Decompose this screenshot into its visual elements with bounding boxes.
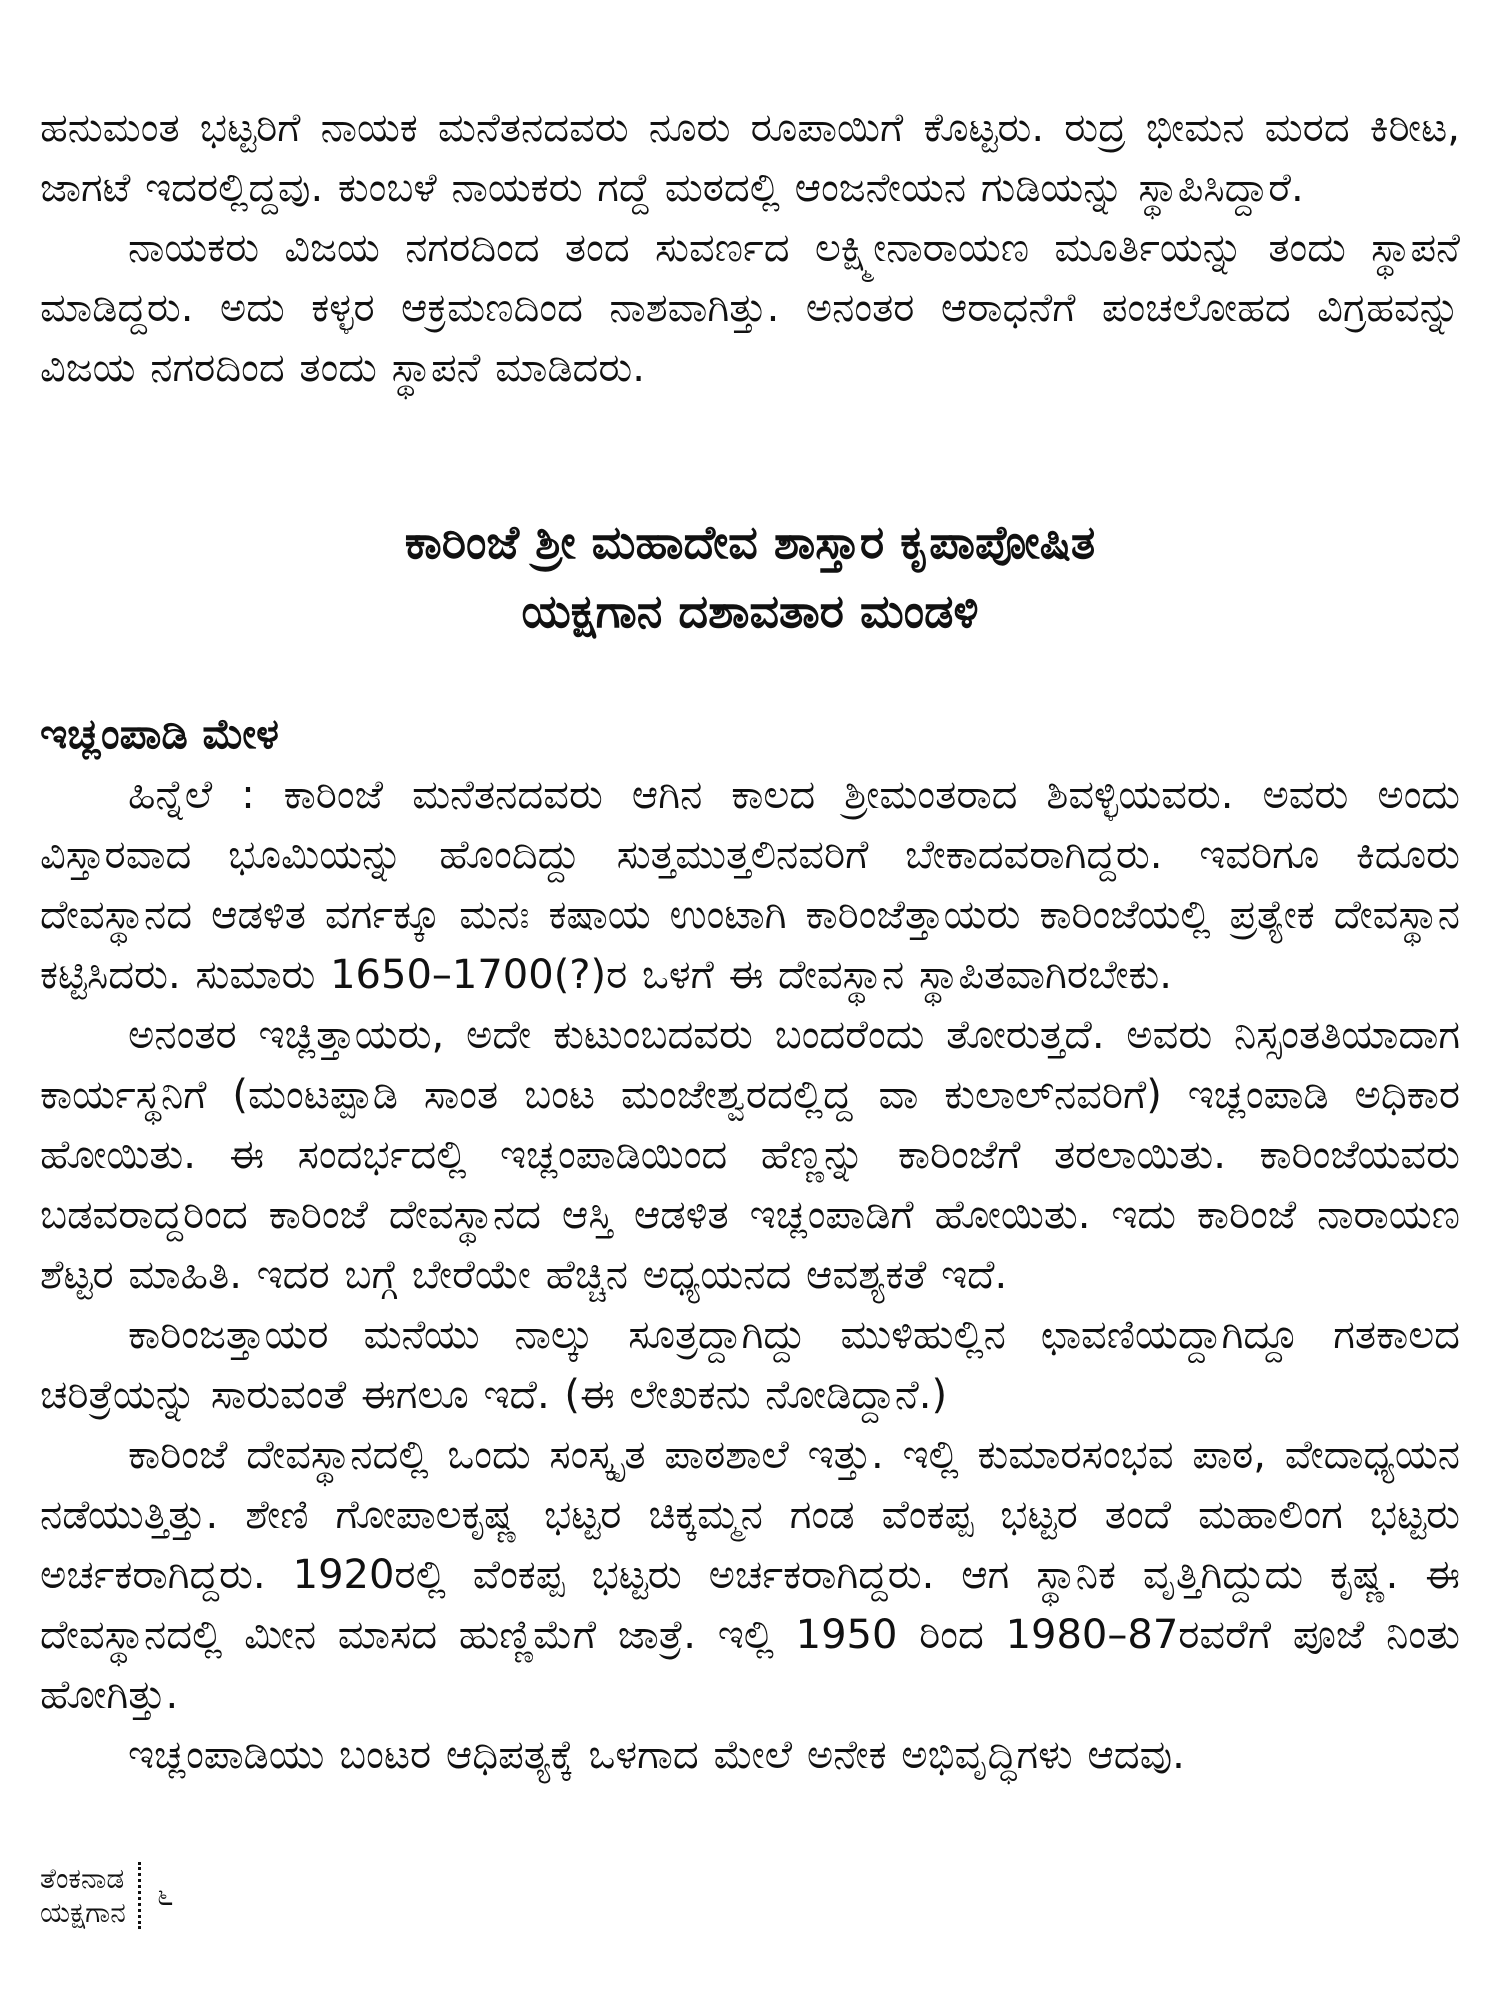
page-number: ೬ [156,1878,174,1914]
paragraph-main-1: ಹಿನ್ನೆಲೆ : ಕಾರಿಂಜೆ ಮನೆತನದವರು ಆಗಿನ ಕಾಲದ ಶ್ರೀಮಂತರಾದ ಶಿವಳ್ಳಿಯವರು. ಅವರು ಅಂದು ವಿಸ್ತಾರವಾದ ಭೂಮಿಯನ್ನು ಹೊಂದಿದ್ದು ಸುತ್ತಮುತ್ತಲಿನವರಿಗೆ ಬೇಕಾದವರಾಗಿದ್ದರು. ಇವರಿಗೂ ಕಿದೂರು ದೇವಸ್ಥಾನದ ಆಡಳಿತ ವರ್ಗಕ್ಕೂ ಮನಃ ಕಷಾಯ ಉಂಟಾಗಿ ಕಾರಿಂಜೆತ್ತಾಯರು ಕಾರಿಂಜೆಯಲ್ಲಿ ಪ್ರತ್ಯೇಕ ದೇವಸ್ಥಾನ ಕಟ್ಟಿಸಿದರು. ಸುಮಾರು 1650–1700(?)ರ ಒಳಗೆ ಈ ದೇವಸ್ಥಾನ ಸ್ಥಾಪಿತವಾಗಿರಬೇಕು. [40,772,1460,998]
paragraph-main-3: ಕಾರಿಂಜತ್ತಾಯರ ಮನೆಯು ನಾಲ್ಕು ಸೂತ್ರದ್ದಾಗಿದ್ದು ಮುಳಿಹುಲ್ಲಿನ ಛಾವಣಿಯದ್ದಾಗಿದ್ದೂ ಗತಕಾಲದ ಚರಿತ್ರೆಯನ್ನು ಸಾರುವಂತೆ ಈಗಲೂ ಇದೆ. (ಈ ಲೇಖಕನು ನೋಡಿದ್ದಾನೆ.) [40,1312,1460,1418]
running-footer-title [40,1862,141,1929]
page-body [40,98,1460,1785]
subsection-heading: ಇಚ್ಲಂಪಾಡಿ ಮೇಳ [40,709,279,758]
section-heading-line-1: ಕಾರಿಂಜೆ ಶ್ರೀ ಮಹಾದೇವ ಶಾಸ್ತಾರ ಕೃಪಾಪೋಷಿತ [404,515,1096,569]
paragraph-main-2: ಅನಂತರ ಇಚ್ಲಿತ್ತಾಯರು, ಅದೇ ಕುಟುಂಬದವರು ಬಂದರೆಂದು ತೋರುತ್ತದೆ. ಅವರು ನಿಸ್ಸಂತತಿಯಾದಾಗ ಕಾರ್ಯಸ್ಥನಿಗೆ (ಮಂಟಪ್ಪಾಡಿ ಸಾಂತ ಬಂಟ ಮಂಜೇಶ್ವರದಲ್ಲಿದ್ದ ವಾ ಕುಲಾಲ್‌ನವರಿಗೆ) ಇಚ್ಲಂಪಾಡಿ ಅಧಿಕಾರ ಹೋಯಿತು. ಈ ಸಂದರ್ಭದಲ್ಲಿ ಇಚ್ಲಂಪಾಡಿಯಿಂದ ಹೆಣ್ಣನ್ನು ಕಾರಿಂಜೆಗೆ ತರಲಾಯಿತು. ಕಾರಿಂಜೆಯವರು ಬಡವರಾದ್ದರಿಂದ ಕಾರಿಂಜೆ ದೇವಸ್ಥಾನದ ಆಸ್ತಿ ಆಡಳಿತ ಇಚ್ಲಂಪಾಡಿಗೆ ಹೋಯಿತು. ಇದು ಕಾರಿಂಜೆ ನಾರಾಯಣ ಶೆಟ್ಟರ ಮಾಹಿತಿ. ಇದರ ಬಗ್ಗೆ ಬೇರೆಯೇ ಹೆಚ್ಚಿನ ಅಧ್ಯಯನದ ಆವಶ್ಯಕತೆ ಇದೆ. [40,1012,1460,1298]
footer-label-line-1: ತೆಂಕನಾಡ [40,1862,125,1895]
paragraph-main-5: ಇಚ್ಲಂಪಾಡಿಯು ಬಂಟರ ಆಧಿಪತ್ಯಕ್ಕೆ ಒಳಗಾದ ಮೇಲೆ ಅನೇಕ ಅಭಿವೃದ್ಧಿಗಳು ಆದವು. [128,1732,1185,1778]
paragraph-top-1: ಹನುಮಂತ ಭಟ್ಟರಿಗೆ ನಾಯಕ ಮನೆತನದವರು ನೂರು ರೂಪಾಯಿಗೆ ಕೊಟ್ಟರು. ರುದ್ರ ಭೀಮನ ಮರದ ಕಿರೀಟ, ಜಾಗಟೆ ಇದರಲ್ಲಿದ್ದವು. ಕುಂಬಳೆ ನಾಯಕರು ಗದ್ದೆ ಮಠದಲ್ಲಿ ಆಂಜನೇಯನ ಗುಡಿಯನ್ನು ಸ್ಥಾಪಿಸಿದ್ದಾರೆ. [40,105,1460,211]
footer-label-line-2: ಯಕ್ಷಗಾನ [40,1895,126,1929]
paragraph-main-4: ಕಾರಿಂಜೆ ದೇವಸ್ಥಾನದಲ್ಲಿ ಒಂದು ಸಂಸ್ಕೃತ ಪಾಠಶಾಲೆ ಇತ್ತು. ಇಲ್ಲಿ ಕುಮಾರಸಂಭವ ಪಾಠ, ವೇದಾಧ್ಯಯನ ನಡೆಯುತ್ತಿತ್ತು. ಶೇಣಿ ಗೋಪಾಲಕೃಷ್ಣ ಭಟ್ಟರ ಚಿಕ್ಕಮ್ಮನ ಗಂಡ ವೆಂಕಪ್ಪ ಭಟ್ಟರ ತಂದೆ ಮಹಾಲಿಂಗ ಭಟ್ಟರು ಅರ್ಚಕರಾಗಿದ್ದರು. 1920ರಲ್ಲಿ ವೆಂಕಪ್ಪ ಭಟ್ಟರು ಅರ್ಚಕರಾಗಿದ್ದರು. ಆಗ ಸ್ಥಾನಿಕ ವೃತ್ತಿಗಿದ್ದುದು ಕೃಷ್ಣ. ಈ ದೇವಸ್ಥಾನದಲ್ಲಿ ಮೀನ ಮಾಸದ ಹುಣ್ಣಿಮೆಗೆ ಜಾತ್ರೆ. ಇಲ್ಲಿ 1950 ರಿಂದ 1980–87ರವರೆಗೆ ಪೂಜೆ ನಿಂತು ಹೋಗಿತ್ತು. [40,1432,1460,1718]
section-heading [40,508,1460,646]
paragraph-top-2: ನಾಯಕರು ವಿಜಯ ನಗರದಿಂದ ತಂದ ಸುವರ್ಣದ ಲಕ್ಷ್ಮೀನಾರಾಯಣ ಮೂರ್ತಿಯನ್ನು ತಂದು ಸ್ಥಾಪನೆ ಮಾಡಿದ್ದರು. ಅದು ಕಳ್ಳರ ಆಕ್ರಮಣದಿಂದ ನಾಶವಾಗಿತ್ತು. ಅನಂತರ ಆರಾಧನೆಗೆ ಪಂಚಲೋಹದ ವಿಗ್ರಹವನ್ನು ವಿಜಯ ನಗರದಿಂದ ತಂದು ಸ್ಥಾಪನೆ ಮಾಡಿದರು. [40,225,1460,391]
page-footer [40,1862,174,1929]
section-heading-line-2: ಯಕ್ಷಗಾನ ದಶಾವತಾರ ಮಂಡಳಿ [521,584,979,638]
